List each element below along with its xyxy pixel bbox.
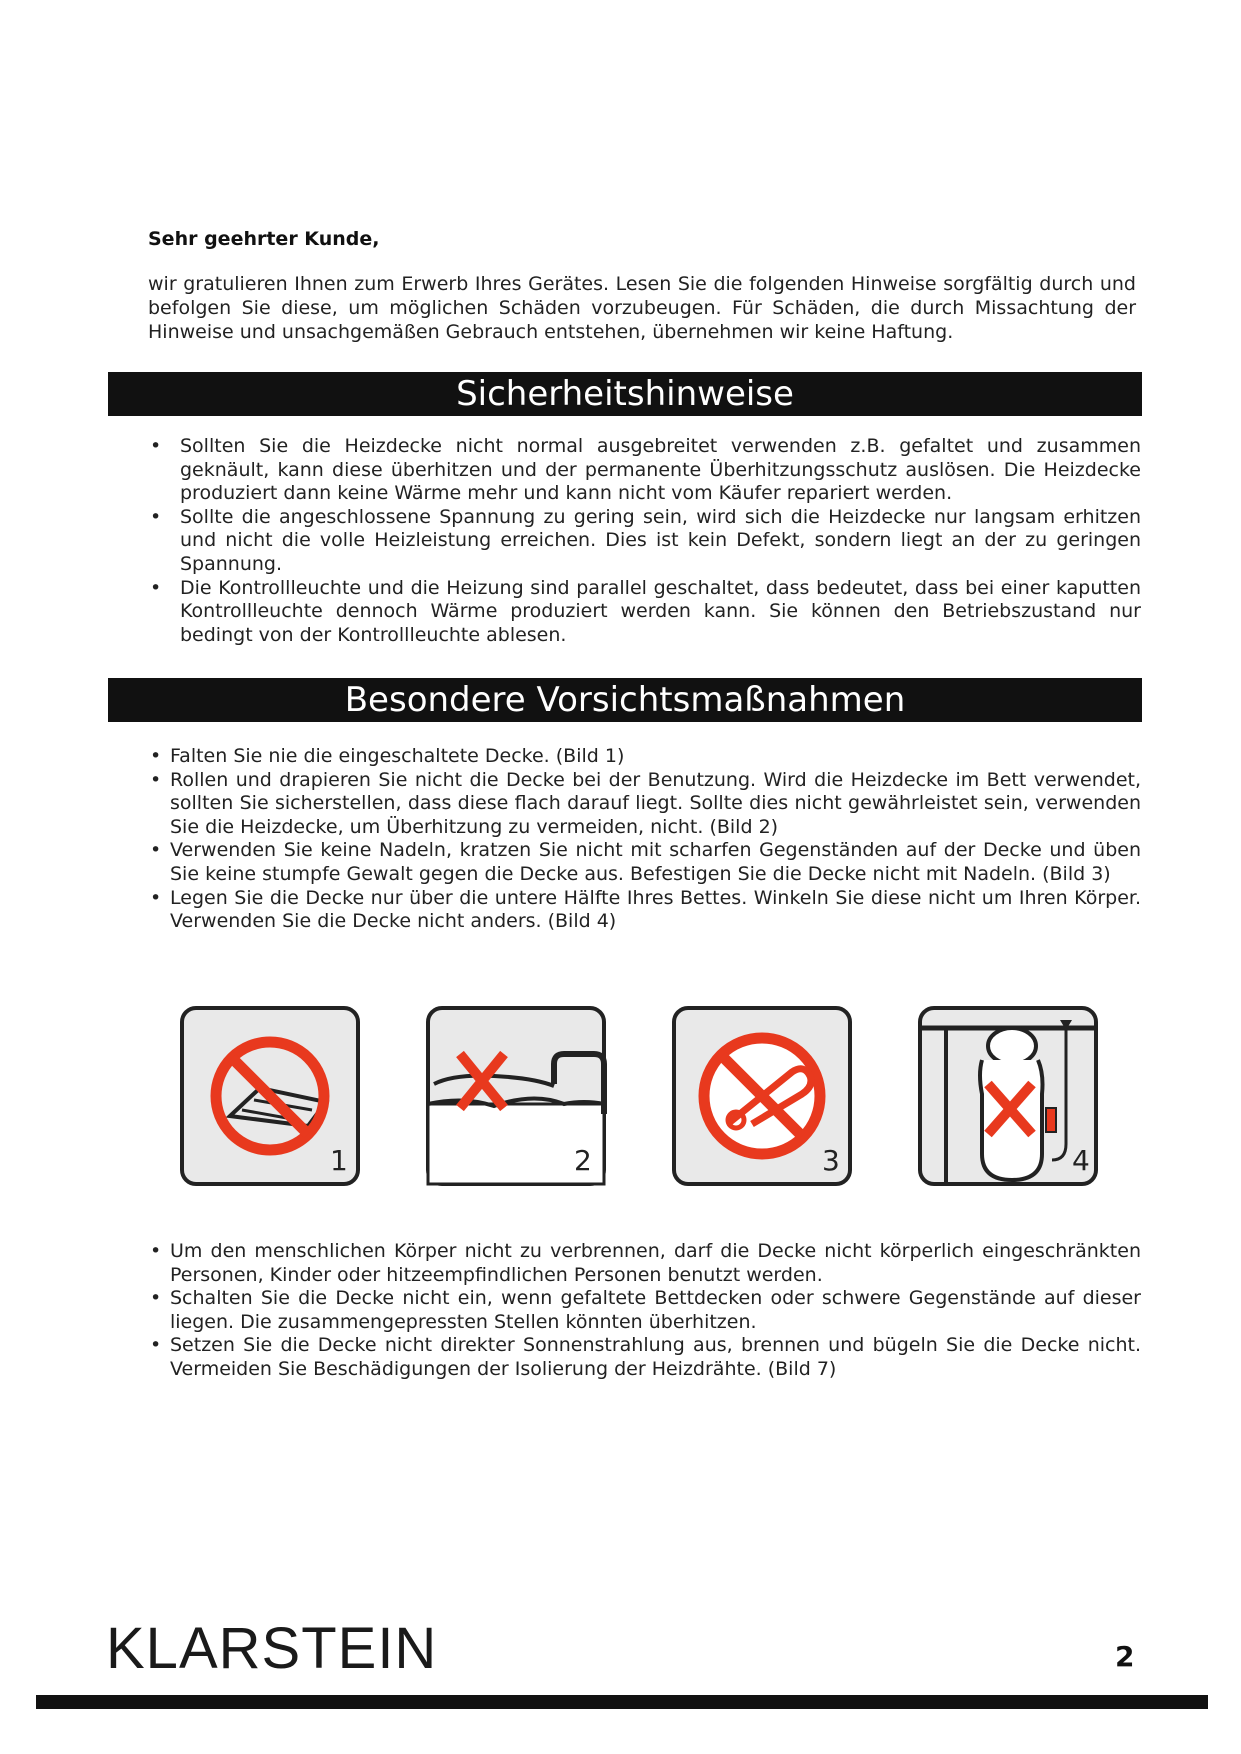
- folded-blanket-prohibited-icon: [178, 1004, 362, 1190]
- list-item: • Rollen und drapieren Sie nicht die Decke bei der Benutzung. Wird die Heizdecke im Bett verwendet, sollten Sie sicherstellen, dass diese flach darauf liegt. Sollte dies nicht gewährleistet sein, verwenden Sie die Heizdecke, um Überhitzung zu vermeiden, nicht. (Bild 2): [150, 768, 1141, 838]
- brand-logo: KLARSTEIN: [106, 1616, 438, 1681]
- list-item: • Die Kontrollleuchte und die Heizung sind parallel geschaltet, dass bedeutet, dass bei einer kaputten Kontrollleuchte dennoch Wärme produziert werden kann. Sie können den Betriebszustand nur bedingt von der Kontrollleuchte ablesen.: [150, 576, 1141, 646]
- picto-number: 1: [330, 1144, 348, 1177]
- list-item: • Um den menschlichen Körper nicht zu verbrennen, darf die Decke nicht körperlich eingeschränkten Personen, Kinder oder hitzeempfindlichen Personen benutzt werden.: [150, 1240, 1141, 1286]
- list-item: • Legen Sie die Decke nur über die untere Hälfte Ihres Bettes. Winkeln Sie diese nicht um Ihren Körper. Verwenden Sie die Decke nicht anders. (Bild 4): [150, 886, 1141, 933]
- bed-blanket-cross-icon: [424, 1004, 608, 1190]
- picto-number: 2: [574, 1144, 592, 1177]
- safety-list: [148, 435, 1141, 647]
- precautions-list: [148, 745, 1141, 934]
- safety-pin-prohibited-icon: [670, 1004, 854, 1190]
- body-wrapped-cross-icon: [916, 1004, 1100, 1190]
- list-item: • Schalten Sie die Decke nicht ein, wenn gefaltete Bettdecken oder schwere Gegenstände auf dieser liegen. Die zusammengepressten Stellen könnten überhitzen.: [150, 1287, 1141, 1333]
- list-item: • Falten Sie nie die eingeschaltete Decke. (Bild 1): [150, 745, 625, 767]
- pictogram-row: [178, 1004, 1098, 1194]
- footer-divider: [36, 1695, 1208, 1709]
- picto-number: 4: [1072, 1144, 1090, 1177]
- section-heading-precautions: Besondere Vorsichtsmaßnahmen: [108, 678, 1142, 722]
- section-heading-safety: Sicherheitshinweise: [108, 372, 1142, 416]
- precautions-list-continued: [148, 1240, 1141, 1382]
- salutation: Sehr geehrter Kunde,: [148, 228, 380, 250]
- list-item: • Verwenden Sie keine Nadeln, kratzen Sie nicht mit scharfen Gegenständen auf der Decke und üben Sie keine stumpfe Gewalt gegen die Decke aus. Befestigen Sie die Decke nicht mit Nadeln. (Bild 3): [150, 839, 1141, 885]
- list-item: • Setzen Sie die Decke nicht direkter Sonnenstrahlung aus, brennen und bügeln Sie die Decke nicht. Vermeiden Sie Beschädigungen der Isolierung der Heizdrähte. (Bild 7): [150, 1334, 1141, 1380]
- intro-paragraph: wir gratulieren Ihnen zum Erwerb Ihres Gerätes. Lesen Sie die folgenden Hinweise sorgfältig durch und befolgen Sie diese, um möglichen Schäden vorzubeugen. Für Schäden, die durch Missachtung der Hinweise und unsachgemäßen Gebrauch entstehen, übernehmen wir keine Haftung.: [148, 273, 1136, 343]
- picto-number: 3: [822, 1144, 840, 1177]
- list-item: • Sollte die angeschlossene Spannung zu gering sein, wird sich die Heizdecke nur langsam erhitzen und nicht die volle Heizleistung erreichen. Dies ist kein Defekt, sondern liegt an der zu geringen Spannung.: [150, 505, 1141, 575]
- list-item: • Sollten Sie die Heizdecke nicht normal ausgebreitet verwenden z.B. gefaltet und zusammen geknäult, kann diese überhitzen und der permanente Überhitzungsschutz auslösen. Die Heizdecke produziert dann keine Wärme mehr und kann nicht vom Käufer repariert werden.: [150, 435, 1141, 505]
- page-number: 2: [1115, 1640, 1135, 1673]
